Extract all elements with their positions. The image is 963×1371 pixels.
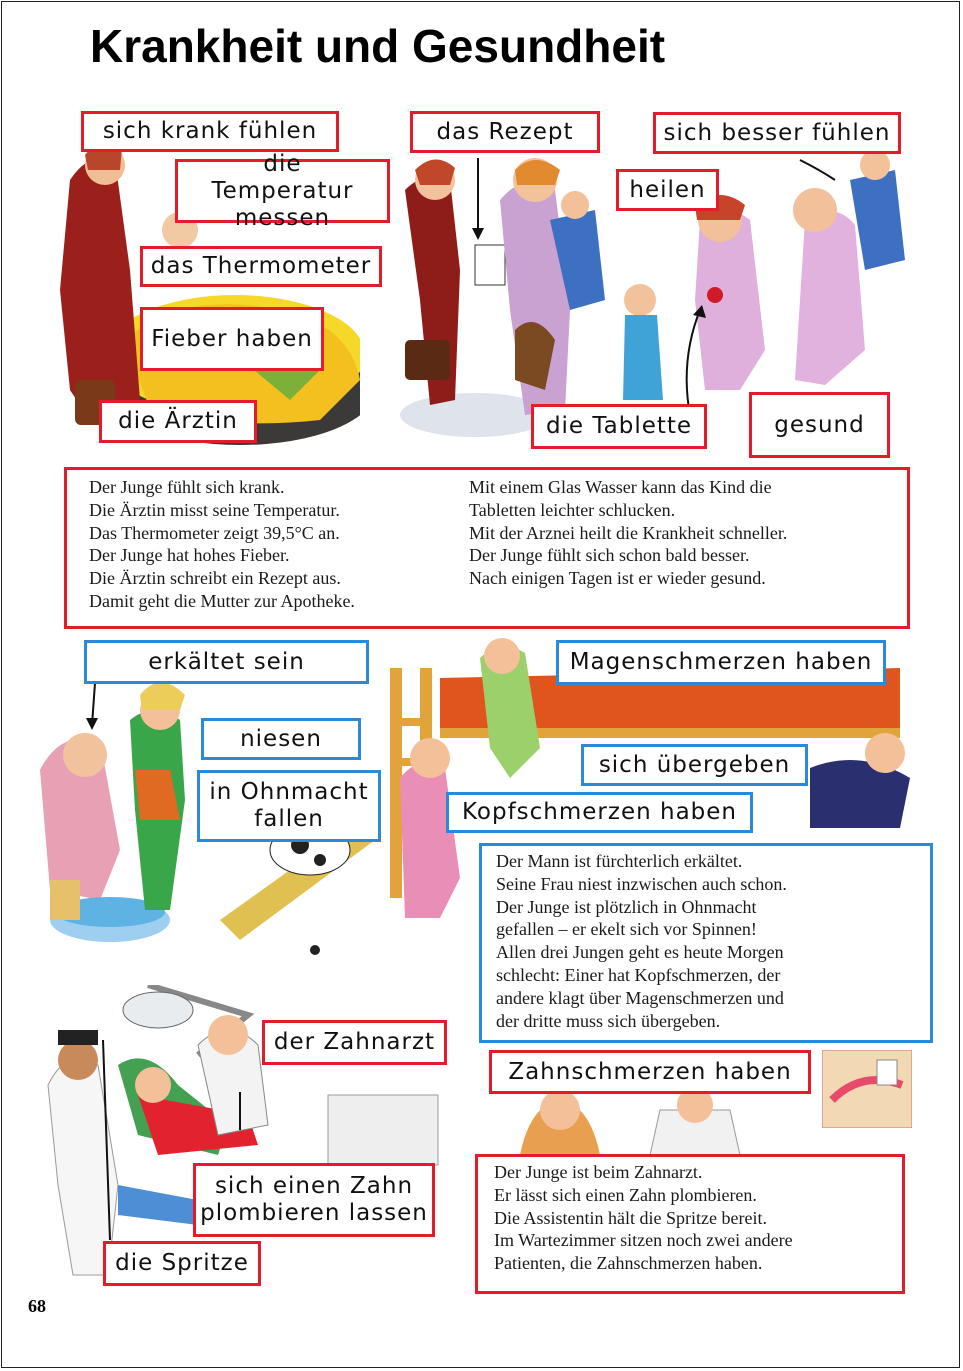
label-temperatur-messen-text: die Temperatur messen [211, 150, 354, 231]
text-line: der dritte muss sich übergeben. [496, 1010, 721, 1031]
text-line: andere klagt über Magenschmerzen und [496, 987, 784, 1008]
label-magenschmerzen-haben: Magenschmerzen haben [556, 640, 886, 685]
text-line: Mit der Arznei heilt die Krankheit schneller. [469, 522, 788, 543]
label-ohnmacht-line2: fallen [254, 806, 324, 832]
text-line: Der Junge fühlt sich krank. [89, 477, 285, 497]
label-rezept: das Rezept [410, 111, 600, 153]
label-niesen: niesen [201, 718, 361, 760]
label-plombieren-line2: plombieren lassen [200, 1200, 428, 1226]
label-zahnarzt: der Zahnarzt [262, 1020, 447, 1065]
description-box-dentist [475, 1154, 905, 1294]
text-line: Tabletten leichter schlucken. [469, 499, 676, 520]
label-temperatur-messen [175, 150, 390, 231]
label-sich-besser-fuehlen: sich besser fühlen [653, 112, 901, 154]
text-line: gefallen – er ekelt sich vor Spinnen! [496, 919, 757, 940]
text-line: Die Ärztin misst seine Temperatur. [89, 499, 340, 520]
text-line: Der Junge hat hohes Fieber. [89, 545, 290, 566]
text-line: schlecht: Einer hat Kopfschmerzen, der [496, 964, 781, 985]
text-line: Damit geht die Mutter zur Apotheke. [89, 590, 355, 611]
label-sich-krank-fuehlen: sich krank fühlen [81, 111, 339, 152]
text-line: Seine Frau niest inzwischen auch schon. [496, 873, 787, 894]
page-title: Krankheit und Gesundheit [90, 20, 666, 72]
label-plombieren-line1: sich einen Zahn [214, 1173, 414, 1199]
text-line: Allen drei Jungen geht es heute Morgen [496, 942, 784, 963]
label-zahnschmerzen-haben: Zahnschmerzen haben [489, 1050, 811, 1094]
text-line: Der Junge ist beim Zahnarzt. [494, 1162, 703, 1182]
label-aerztin: die Ärztin [99, 400, 257, 443]
label-heilen: heilen [616, 169, 719, 211]
text-line: Das Thermometer zeigt 39,5°C an. [89, 522, 340, 543]
label-erkaeltet-sein: erkältet sein [84, 640, 369, 684]
text-line: Er lässt sich einen Zahn plombieren. [494, 1184, 757, 1205]
label-zahn-plombieren-lassen [193, 1163, 435, 1237]
text-line: Im Wartezimmer sitzen noch zwei andere [494, 1230, 793, 1251]
label-spritze: die Spritze [103, 1241, 261, 1286]
label-tablette: die Tablette [531, 404, 707, 449]
label-kopfschmerzen-haben: Kopfschmerzen haben [446, 792, 753, 833]
label-thermometer: das Thermometer [140, 246, 382, 287]
label-sich-uebergeben: sich übergeben [581, 744, 808, 786]
label-fieber-haben: Fieber haben [140, 307, 324, 371]
text-line: Die Assistentin hält die Spritze bereit. [494, 1207, 767, 1228]
label-ohnmacht-line1: in Ohnmacht [209, 779, 369, 805]
description-left-column [89, 476, 355, 613]
description-box-complaints [479, 843, 933, 1043]
text-line: Der Mann ist fürchterlich erkältet. [496, 851, 743, 871]
text-line: Patienten, die Zahnschmerzen haben. [494, 1253, 763, 1274]
text-line: Nach einigen Tagen ist er wieder gesund. [469, 568, 766, 589]
page-number: 68 [28, 1296, 46, 1316]
text-line: Der Junge ist plötzlich in Ohnmacht [496, 896, 757, 917]
text-line: Der Junge fühlt sich schon bald besser. [469, 545, 750, 566]
text-line: Die Ärztin schreibt ein Rezept aus. [89, 568, 341, 589]
description-right-column [469, 476, 787, 590]
label-in-ohnmacht-fallen [197, 770, 381, 842]
description-box-illness [64, 467, 910, 629]
text-line: Mit einem Glas Wasser kann das Kind die [469, 477, 772, 497]
label-gesund: gesund [749, 392, 890, 458]
